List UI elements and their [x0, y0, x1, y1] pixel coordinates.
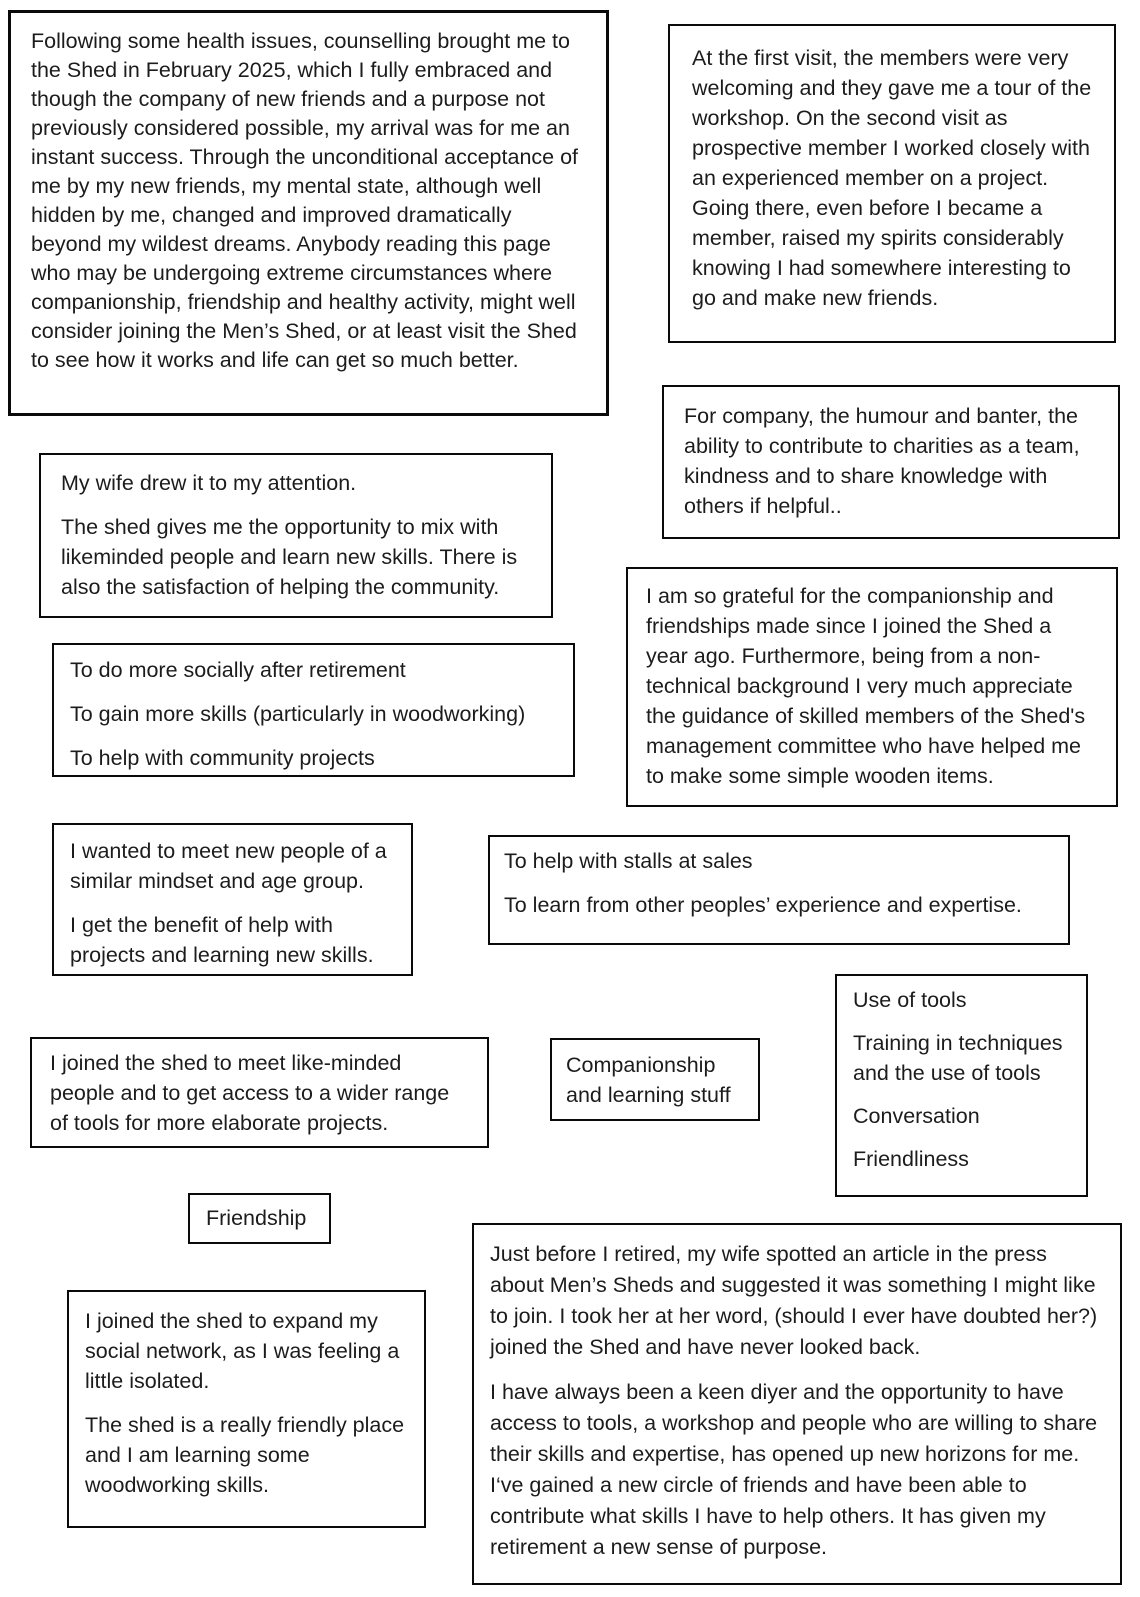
testimonial-box-meet-new-people — [52, 823, 413, 976]
testimonial-box-for-company — [662, 385, 1120, 539]
testimonial-text: At the first visit, the members were very welcoming and they gave me a tour of the workshop. On the second visit as prospective member I worked closely with an experienced member on a project. Going there, even before I became a member, raised my spirits considerably knowing I had somewhere interesting to go and make new friends. — [692, 46, 1092, 310]
testimonial-text: To help with stalls at sales — [504, 849, 753, 873]
testimonial-text: Friendliness — [853, 1147, 969, 1171]
testimonial-text: The shed is a really friendly place and I am learning some woodworking skills. — [85, 1413, 405, 1497]
testimonial-text: The shed gives me the opportunity to mix with likeminded people and learn new skills. There is also the satisfaction of helping the community. — [61, 515, 518, 599]
testimonial-box-companionship-learning — [550, 1038, 760, 1121]
testimonial-box-grateful-companionship — [626, 567, 1118, 807]
testimonial-text: Just before I retired, my wife spotted an article in the press about Men’s Sheds and suggested it was something I might like to join. I took her at her word, (should I ever have doubted her?) joined the Shed and have never looked back. — [490, 1242, 1098, 1359]
testimonial-text: I get the benefit of help with projects and learning new skills. — [70, 913, 374, 967]
testimonial-box-expand-social-network — [67, 1290, 426, 1528]
testimonial-box-like-minded — [30, 1037, 489, 1148]
testimonial-text: Following some health issues, counselling brought me to the Shed in February 2025, which I fully embraced and though the company of new friends and a purpose not previously considered possible, my arrival was for me an instant success. Through the unconditional acceptance of me by my new friends, my mental state, although well hidden by me, changed and improved dramatically beyond my wildest dreams. Anybody reading this page who may be undergoing extreme circumstances where companionship, friendship and healthy activity, might well consider joining the Men’s Shed, or at least visit the Shed to see how it works and life can get so much better. — [31, 29, 579, 372]
testimonial-box-friendship — [188, 1193, 331, 1244]
testimonial-text: Training in techniques and the use of tools — [853, 1031, 1063, 1085]
testimonial-text: I am so grateful for the companionship and friendships made since I joined the Shed a year ago. Furthermore, being from a non-technical background I very much appreciate the guidance of skilled members of the Shed's management committee who have helped me to make some simple wooden items. — [646, 584, 1086, 788]
testimonial-box-before-retired — [472, 1223, 1122, 1585]
testimonial-text: I wanted to meet new people of a similar mindset and age group. — [70, 839, 387, 893]
testimonial-box-wife-attention — [39, 453, 553, 618]
testimonial-text: To help with community projects — [70, 746, 375, 770]
testimonial-text: To learn from other peoples’ experience and expertise. — [504, 893, 1022, 917]
testimonial-box-stalls-at-sales — [488, 835, 1070, 945]
testimonial-box-use-of-tools — [835, 974, 1088, 1197]
testimonial-text: Use of tools — [853, 988, 967, 1012]
testimonial-text: Conversation — [853, 1104, 980, 1128]
testimonial-text: My wife drew it to my attention. — [61, 471, 357, 495]
testimonial-text: Friendship — [206, 1206, 307, 1230]
testimonial-box-health-journey — [8, 10, 609, 416]
testimonial-text: I joined the shed to meet like-minded people and to get access to a wider range of tools for more elaborate projects. — [50, 1051, 450, 1135]
testimonial-text: To do more socially after retirement — [70, 658, 406, 682]
testimonial-text: I have always been a keen diyer and the opportunity to have access to tools, a workshop and people who are willing to share their skills and expertise, has opened up new horizons for me. I‘ve gained a new circle of friends and have been able to contribute what skills I have to help others. It has given my retirement a new sense of purpose. — [490, 1380, 1098, 1559]
testimonial-text: Companionship and learning stuff — [566, 1053, 731, 1107]
testimonial-box-socially-after-retirement — [52, 643, 575, 777]
testimonial-text: To gain more skills (particularly in woodworking) — [70, 702, 526, 726]
testimonial-text: For company, the humour and banter, the ability to contribute to charities as a team, kindness and to share knowledge with others if helpful.. — [684, 404, 1080, 518]
testimonial-box-first-visit — [668, 24, 1116, 343]
testimonial-text: I joined the shed to expand my social network, as I was feeling a little isolated. — [85, 1309, 400, 1393]
